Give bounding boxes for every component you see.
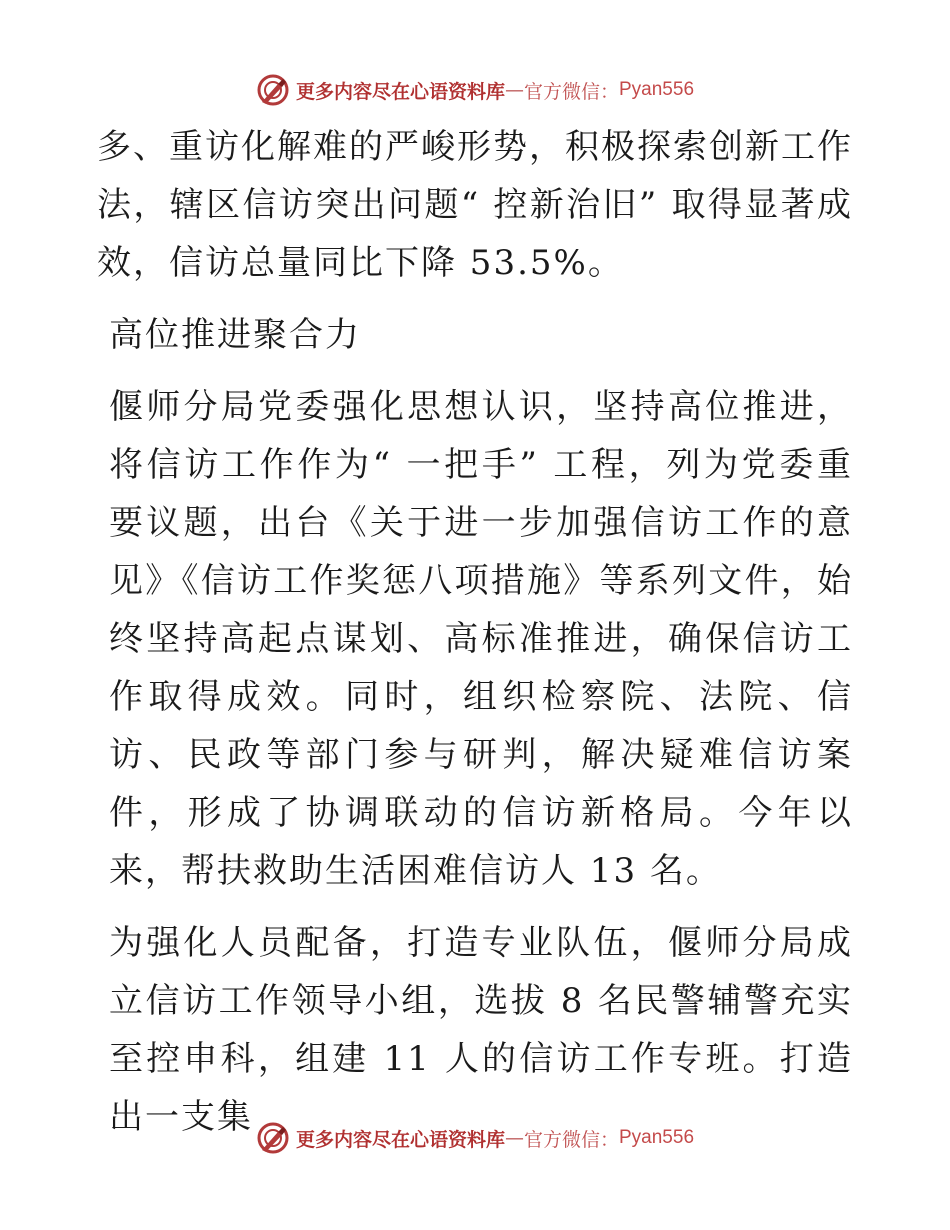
paragraph-continued: 多、重访化解难的严峻形势，积极探索创新工作法，辖区信访突出问题“ 控新治旧” 取得显著成效，信访总量同比下降 53.5%。 bbox=[97, 127, 853, 283]
watermark-dash: — bbox=[504, 79, 524, 101]
watermark-label: 官方微信： bbox=[523, 80, 619, 103]
watermark-dash: — bbox=[504, 1127, 524, 1149]
watermark-label: 官方微信： bbox=[523, 1128, 619, 1151]
document-body bbox=[97, 118, 853, 1146]
watermark-id: Pyan556 bbox=[619, 79, 695, 100]
pen-logo-icon bbox=[256, 73, 290, 107]
section-heading: 高位推进聚合力 bbox=[109, 315, 361, 355]
watermark-id: Pyan556 bbox=[619, 1127, 695, 1148]
paragraph-staffing: 为强化人员配备，打造专业队伍，偃师分局成立信访工作领导小组，选拔 8 名民警辅警充实至控申科，组建 11 人的信访工作专班。打造出一支集 bbox=[109, 923, 853, 1137]
header-watermark bbox=[0, 70, 950, 110]
watermark-site: 更多内容尽在心语资料库 bbox=[295, 1128, 505, 1151]
watermark-site: 更多内容尽在心语资料库 bbox=[295, 80, 505, 103]
footer-watermark bbox=[0, 1118, 950, 1158]
pen-logo-icon bbox=[256, 1121, 290, 1155]
paragraph-leadership: 偃师分局党委强化思想认识，坚持高位推进，将信访工作作为“ 一把手” 工程，列为党委重要议题，出台《关于进一步加强信访工作的意见》《信访工作奖惩八项措施》等系列文件，始终坚持高起点谋划、高标准推进，确保信访工作取得成效。同时，组织检察院、法院、信访、民政等部门参与研判，解决疑难信访案件，形成了协调联动的信访新格局。今年以来，帮扶救助生活困难信访人 13 名。 bbox=[109, 387, 853, 891]
